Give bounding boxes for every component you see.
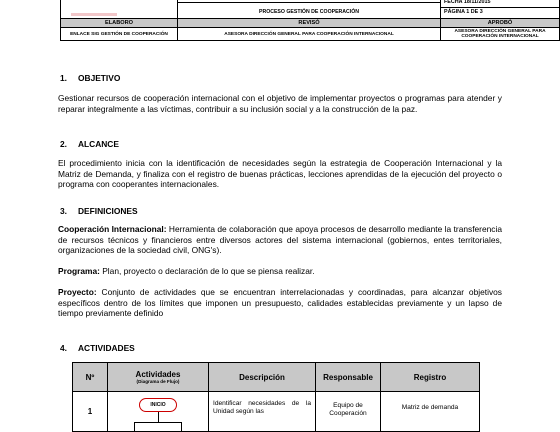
document-date: FECHA 18/11/2015	[444, 0, 491, 5]
flow-start-terminator: INICIO	[139, 398, 177, 412]
col-header-registro: Registro	[381, 363, 480, 392]
objetivo-text: Gestionar recursos de cooperación internacional con el objetivo de implementar proyectos o programas para atender y reparar integralmente a las víctimas, contribuir a su inclusión social y a la construcción de la paz.	[58, 93, 502, 114]
elaboro-value: ENLACE SIG GESTIÓN DE COOPERACIÓN	[61, 28, 178, 41]
col-header-actividades: Actividades (Diagrama de Flujo)	[108, 363, 209, 392]
reviso-header: REVISÓ	[178, 19, 441, 28]
definition-proyecto: Proyecto: Conjunto de actividades que se encuentran interrelacionadas y coordinadas, para alcanzar objetivos específicos dentro de los límites que imponen un presupuesto, calidades establecidas previamente y un lapso de tiempo previamente definido	[58, 287, 502, 318]
process-name: PROCESO GESTIÓN DE COOPERACIÓN	[258, 9, 360, 15]
flow-arrow-icon	[158, 412, 159, 422]
col-header-descripcion: Descripción	[209, 363, 316, 392]
definition-term: Programa:	[58, 266, 100, 276]
elaboro-header: ELABORO	[61, 19, 178, 28]
flow-diagram-cell	[108, 392, 209, 432]
row-number: 1	[73, 392, 108, 432]
table-header-row	[73, 363, 480, 392]
definition-programa: Programa: Plan, proyecto o declaración de lo que se piensa realizar.	[58, 266, 315, 276]
meta-cell	[441, 0, 560, 19]
section-heading-actividades: 4. ACTIVIDADES	[60, 343, 135, 353]
section-heading-definiciones: 3. DEFINICIONES	[60, 206, 138, 216]
row-description: Identificar necesidades de la Unidad según las	[209, 392, 316, 432]
definition-term: Proyecto:	[58, 287, 97, 297]
flow-process-box	[134, 422, 182, 431]
section-heading-objetivo: 1. OBJETIVO	[60, 73, 121, 83]
aprobo-value: ASESORA DIRECCIÓN GENERAL PARA COOPERACIÓN INTERNACIONAL	[441, 28, 560, 41]
alcance-text: El procedimiento inicia con la identificación de necesidades según la estrategia de Cooperación Internacional y la Matriz de Demanda, y finaliza con el registro de buenas prácticas, lecciones aprendidas de la ejecución del proyecto o programa con cooperantes internacionales.	[58, 158, 502, 189]
logo-cell	[61, 0, 178, 19]
document-header	[60, 0, 560, 41]
logo-mark	[71, 13, 117, 16]
activities-table	[72, 362, 480, 432]
table-row	[73, 392, 480, 432]
row-registro: Matriz de demanda	[381, 392, 480, 432]
col-header-responsable: Responsable	[316, 363, 381, 392]
row-responsable: Equipo de Cooperación	[316, 392, 381, 432]
page-number: PÁGINA 1 DE 3	[441, 7, 559, 17]
reviso-value: ASESORA DIRECCIÓN GENERAL PARA COOPERACIÓN INTERNACIONAL	[178, 28, 441, 41]
aprobo-header: APROBÓ	[441, 19, 560, 28]
process-cell	[178, 0, 441, 19]
section-heading-alcance: 2. ALCANCE	[60, 139, 119, 149]
col-header-num: Nº	[73, 363, 108, 392]
definition-cooperacion: Cooperación Internacional: Herramienta de colaboración que apoya procesos de desarrollo mediante la transferencia de recursos técnicos y financieros entre diversos actores del sistema internacional (gobiernos, entes territoriales, organizaciones de la sociedad civil, ONG's).	[58, 224, 502, 255]
definition-term: Cooperación Internacional:	[58, 224, 167, 234]
